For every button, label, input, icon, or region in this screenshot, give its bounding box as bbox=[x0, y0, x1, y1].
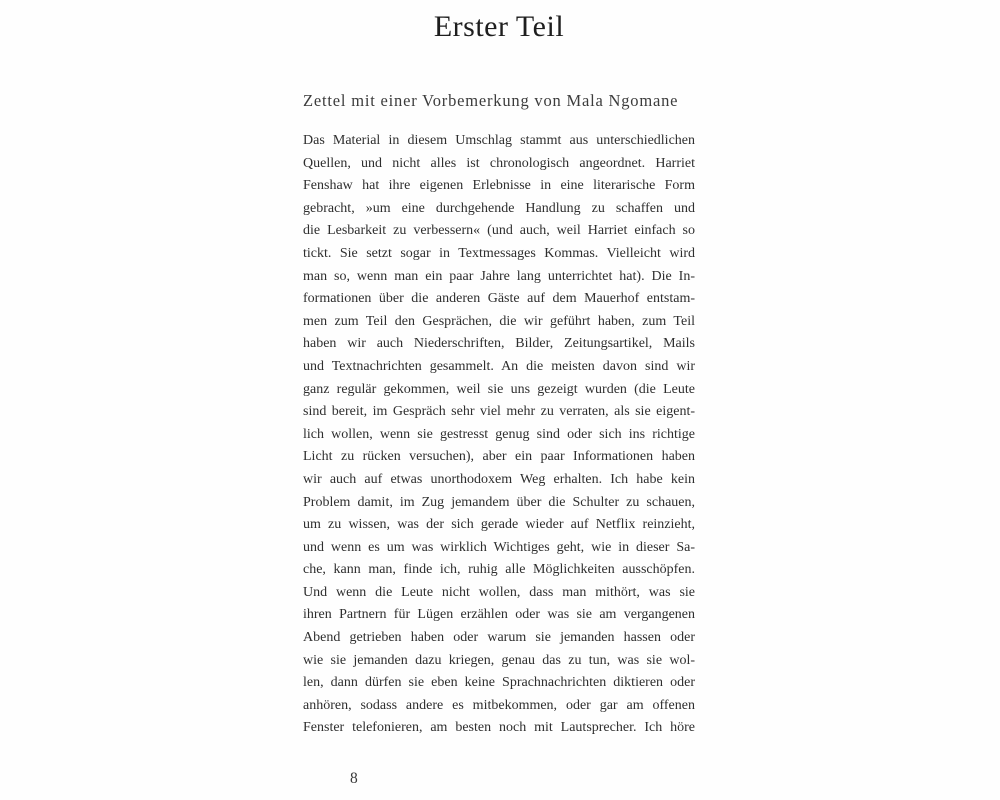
chapter-title: Erster Teil bbox=[433, 10, 565, 43]
text-line: lich wollen, wenn sie gestresst genug sind oder sich ins richtige bbox=[303, 426, 695, 442]
page-number: 8 bbox=[350, 770, 358, 787]
text-line: Und wenn die Leute nicht wollen, dass man mithört, was sie bbox=[303, 584, 695, 600]
text-line: anhören, sodass andere es mitbekommen, oder gar am offenen bbox=[303, 697, 695, 713]
text-line: um zu wissen, was der sich gerade wieder auf Netflix reinzieht, bbox=[303, 517, 695, 533]
text-line: die Lesbarkeit zu verbessern« (und auch, weil Harriet einfach so bbox=[303, 223, 695, 239]
preface-paragraph bbox=[303, 130, 695, 740]
text-line: Problem damit, im Zug jemandem über die Schulter zu schauen, bbox=[303, 494, 695, 510]
text-line: Licht zu rücken versuchen), aber ein paar Informationen haben bbox=[303, 449, 695, 465]
text-line: gebracht, »um eine durchgehende Handlung zu schaffen und bbox=[303, 200, 695, 216]
text-line: len, dann dürfen sie eben keine Sprachnachrichten diktieren oder bbox=[303, 675, 695, 691]
text-line: sind bereit, im Gespräch sehr viel mehr zu verraten, als sie eigent- bbox=[303, 404, 695, 420]
text-line: wir auch auf etwas unorthodoxem Weg erhalten. Ich habe kein bbox=[303, 471, 695, 487]
text-line: men zum Teil den Gesprächen, die wir geführt haben, zum Teil bbox=[303, 313, 695, 329]
text-line: Abend getrieben haben oder warum sie jemanden hassen oder bbox=[303, 630, 695, 646]
text-line: ihren Partnern für Lügen erzählen oder was sie am vergangenen bbox=[303, 607, 695, 623]
text-line: und wenn es um was wirklich Wichtiges geht, wie in dieser Sa- bbox=[303, 539, 695, 555]
text-line: und Textnachrichten gesammelt. An die meisten davon sind wir bbox=[303, 358, 695, 374]
text-line: che, kann man, finde ich, ruhig alle Möglichkeiten ausschöpfen. bbox=[303, 562, 695, 578]
text-line: man so, wenn man ein paar Jahre lang unterrichtet hat). Die In- bbox=[303, 268, 695, 284]
text-line: wie sie jemanden dazu kriegen, genau das zu tun, was sie wol- bbox=[303, 652, 695, 668]
text-line: tickt. Sie setzt sogar in Textmessages Kommas. Vielleicht wird bbox=[303, 245, 695, 261]
text-line: Quellen, und nicht alles ist chronologisch angeordnet. Harriet bbox=[303, 155, 695, 171]
preface-byline: Zettel mit einer Vorbemerkung von Mala Ngomane bbox=[303, 91, 679, 110]
text-line: Fenster telefonieren, am besten noch mit Lautsprecher. Ich höre bbox=[303, 720, 695, 736]
text-line: formationen über die anderen Gäste auf dem Mauerhof entstam- bbox=[303, 291, 695, 307]
text-line: Das Material in diesem Umschlag stammt aus unterschiedlichen bbox=[303, 133, 695, 148]
text-line: haben wir auch Niederschriften, Bilder, Zeitungsartikel, Mails bbox=[303, 336, 695, 352]
text-line: ganz regulär gekommen, weil sie uns gezeigt wurden (die Leute bbox=[303, 381, 695, 397]
text-line: Fenshaw hat ihre eigenen Erlebnisse in eine literarische Form bbox=[303, 178, 695, 194]
